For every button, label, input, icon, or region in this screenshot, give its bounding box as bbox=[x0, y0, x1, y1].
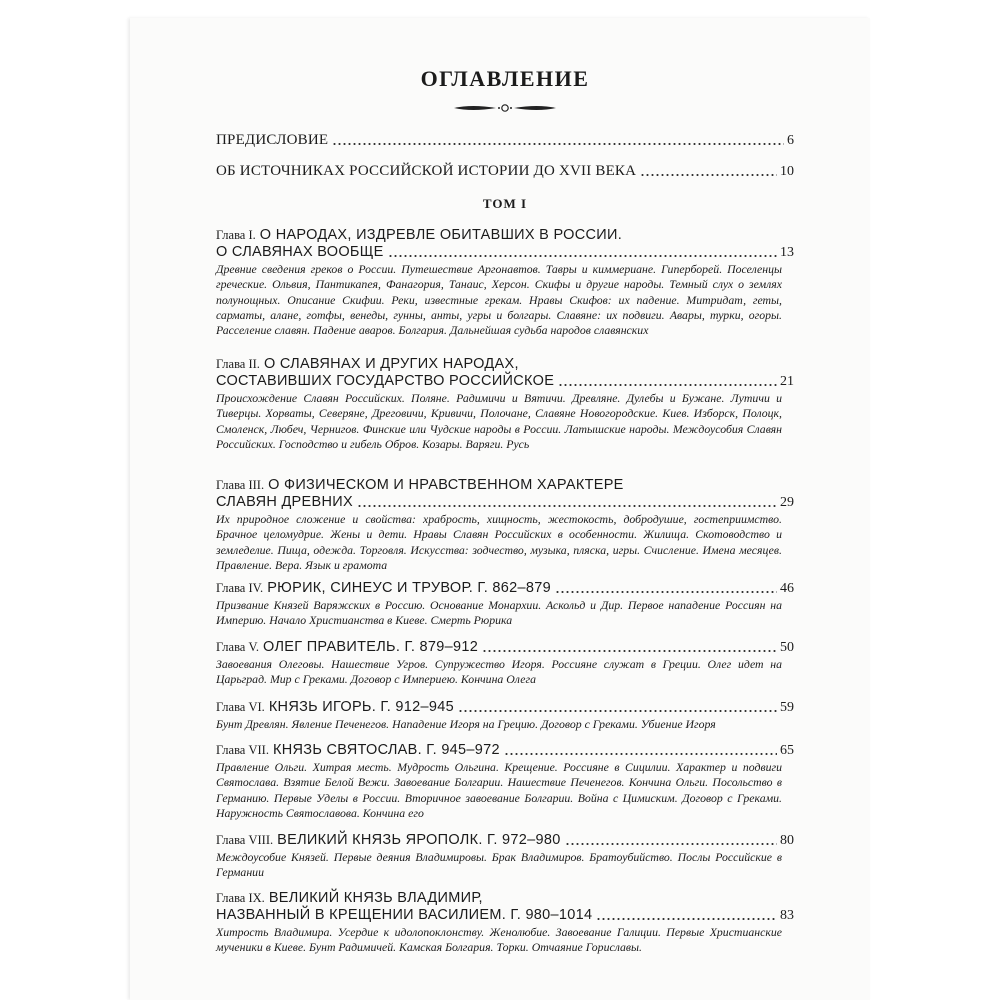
dot-leader bbox=[555, 590, 777, 594]
chapter-heading: О СЛАВЯНАХ И ДРУГИХ НАРОДАХ, bbox=[263, 356, 519, 372]
dot-leader bbox=[482, 649, 777, 653]
chapter-summary: Призвание Князей Варяжских в Россию. Основание Монархии. Аскольд и Дир. Первое нападение Россиян на Империю. Начало Христианства в Киеве. Смерть Рюрика bbox=[216, 598, 782, 628]
chapter-number: Глава VII. bbox=[216, 743, 269, 757]
toc-entry-chapter-9[interactable] bbox=[216, 889, 794, 956]
chapter-number: Глава VI. bbox=[216, 700, 265, 714]
chapter-heading: ВЕЛИКИЙ КНЯЗЬ ЯРОПОЛК. Г. 972–980 bbox=[277, 832, 561, 848]
chapter-number: Глава IX. bbox=[216, 891, 265, 905]
toc-entry-chapter-5[interactable] bbox=[216, 638, 794, 688]
page-number: 50 bbox=[780, 640, 794, 655]
toc-entry-chapter-6[interactable] bbox=[216, 698, 794, 732]
toc-entry-chapter-4[interactable] bbox=[216, 579, 794, 629]
chapter-summary: Древние сведения греков о России. Путешествие Аргонавтов. Тавры и киммериане. Гиперборей. Поселенцы греческие. Ольвия, Пантикапея, Фанагория, Танаис, Херсон. Скифы и другие народы. Темный слух о землях полунощных. Описание Скифии. Реки, известные грекам. Нравы Скифов: их падение. Митридат, геты, сарматы, алане, готфы, венеды, гунны, анты, угры и болгары. Славяне: их подвиги. Авары, турки, огоры. Расселение славян. Падение аваров. Болгария. Дальнейшая судьба народов славянских bbox=[216, 262, 782, 338]
chapter-number: Глава V. bbox=[216, 640, 260, 654]
page-number: 10 bbox=[780, 164, 794, 179]
entry-title: ПРЕДИСЛОВИЕ bbox=[216, 132, 329, 148]
chapter-summary: Междоусобие Князей. Первые деяния Владимировы. Брак Владимиров. Братоубийство. Послы Российские в Германии bbox=[216, 850, 782, 880]
chapter-heading: КНЯЗЬ СВЯТОСЛАВ. Г. 945–972 bbox=[272, 742, 500, 758]
page-number: 59 bbox=[780, 700, 794, 715]
dot-leader bbox=[558, 383, 777, 387]
dot-leader bbox=[388, 254, 777, 258]
chapter-heading: ВЕЛИКИЙ КНЯЗЬ ВЛАДИМИР, bbox=[268, 890, 483, 906]
dot-leader bbox=[596, 917, 777, 921]
chapter-heading: РЮРИК, СИНЕУС И ТРУВОР. Г. 862–879 bbox=[267, 580, 551, 596]
dot-leader bbox=[458, 709, 777, 713]
dot-leader bbox=[332, 142, 784, 146]
page-number: 80 bbox=[780, 833, 794, 848]
chapter-number: Глава III. bbox=[216, 478, 265, 492]
chapter-heading: О СЛАВЯНАХ ВООБЩЕ bbox=[216, 244, 384, 260]
chapter-number: Глава VIII. bbox=[216, 833, 274, 847]
dot-leader bbox=[504, 752, 777, 756]
chapter-summary: Их природное сложение и свойства: храбрость, хищность, жестокость, добродушие, гостеприимство. Брачное целомудрие. Жены и дети. Нравы Славян Российских в особенности. Жилища. Скотоводство и земледелие. Пища, одежда. Торговля. Искусства: зодчество, музыка, пляска, игры. Счисление. Имена месяцев. Правление. Вера. Язык и грамота bbox=[216, 512, 782, 572]
page-number: 21 bbox=[780, 374, 794, 389]
chapter-heading: СЛАВЯН ДРЕВНИХ bbox=[216, 494, 353, 510]
dot-leader bbox=[640, 173, 777, 177]
chapter-summary: Происхождение Славян Российских. Поляне. Радимичи и Вятичи. Древляне. Дулебы и Бужане. Лутичи и Тиверцы. Хорваты, Северяне, Дреговичи, Кривичи, Полочане, Славяне Новогородские. Киев. Изборск, Полоцк, Смоленск, Любеч, Чернигов. Финские или Чудские народы в России. Латышские народы. Междоусобия Славян Российских. Господство и гибель Обров. Козары. Варяги. Русь bbox=[216, 391, 782, 451]
page-number: 29 bbox=[780, 495, 794, 510]
dot-leader bbox=[565, 842, 777, 846]
page-number: 46 bbox=[780, 581, 794, 596]
chapter-heading: ОЛЕГ ПРАВИТЕЛЬ. Г. 879–912 bbox=[263, 639, 479, 655]
toc-entry-chapter-1[interactable] bbox=[216, 226, 794, 338]
volume-heading: ТОМ I bbox=[482, 196, 528, 211]
chapter-number: Глава IV. bbox=[216, 581, 264, 595]
page-title: ОГЛАВЛЕНИЕ bbox=[420, 66, 590, 91]
chapter-summary: Хитрость Владимира. Усердие к идолопоклонству. Женолюбие. Завоевание Галиции. Первые Христианские мученики в Киеве. Бунт Радимичей. Камская Болгария. Торки. Отчаяние Гориславы. bbox=[216, 925, 782, 955]
toc-entry-preface[interactable] bbox=[216, 132, 794, 149]
dot-leader bbox=[357, 504, 777, 508]
page-number: 83 bbox=[780, 908, 794, 923]
chapter-heading: КНЯЗЬ ИГОРЬ. Г. 912–945 bbox=[268, 699, 454, 715]
ornament-divider-icon bbox=[452, 102, 558, 114]
toc-entry-chapter-8[interactable] bbox=[216, 831, 794, 881]
toc-entry-chapter-3[interactable] bbox=[216, 476, 794, 573]
book-page bbox=[130, 18, 870, 1000]
chapter-heading: СОСТАВИВШИХ ГОСУДАРСТВО РОССИЙСКОЕ bbox=[216, 373, 555, 389]
page-number: 6 bbox=[787, 133, 794, 148]
toc-entry-chapter-2[interactable] bbox=[216, 355, 794, 452]
chapter-heading: О ФИЗИЧЕСКОМ И НРАВСТВЕННОМ ХАРАКТЕРЕ bbox=[268, 477, 624, 493]
chapter-heading: НАЗВАННЫЙ В КРЕЩЕНИИ ВАСИЛИЕМ. Г. 980–1014 bbox=[216, 907, 593, 923]
page-number: 13 bbox=[780, 245, 794, 260]
chapter-heading: О НАРОДАХ, ИЗДРЕВЛЕ ОБИТАВШИХ В РОССИИ. bbox=[259, 227, 623, 243]
toc-entry-chapter-7[interactable] bbox=[216, 741, 794, 821]
chapter-summary: Правление Ольги. Хитрая месть. Мудрость Ольгина. Крещение. Россияне в Сицилии. Характер и подвиги Святослава. Взятие Белой Вежи. Завоевание Болгарии. Нашествие Печенегов. Кончина Ольги. Посольство в Германию. Первые Уделы в России. Вторичное завоевание Болгарии. Война с Цимиским. Договор с Греками. Наружность Святославова. Кончина его bbox=[216, 760, 782, 820]
toc-entry-sources[interactable] bbox=[216, 163, 794, 180]
chapter-number: Глава I. bbox=[216, 228, 256, 242]
chapter-summary: Бунт Древлян. Явление Печенегов. Нападение Игоря на Грецию. Договор с Греками. Убиение Игоря bbox=[216, 717, 716, 731]
entry-title: ОБ ИСТОЧНИКАХ РОССИЙСКОЙ ИСТОРИИ ДО XVII ВЕКА bbox=[216, 163, 637, 179]
page-number: 65 bbox=[780, 743, 794, 758]
chapter-number: Глава II. bbox=[216, 357, 260, 371]
chapter-summary: Завоевания Олеговы. Нашествие Угров. Супружество Игоря. Россияне служат в Греции. Олег идет на Царьград. Мир с Греками. Договор с Империею. Кончина Олега bbox=[216, 657, 782, 687]
